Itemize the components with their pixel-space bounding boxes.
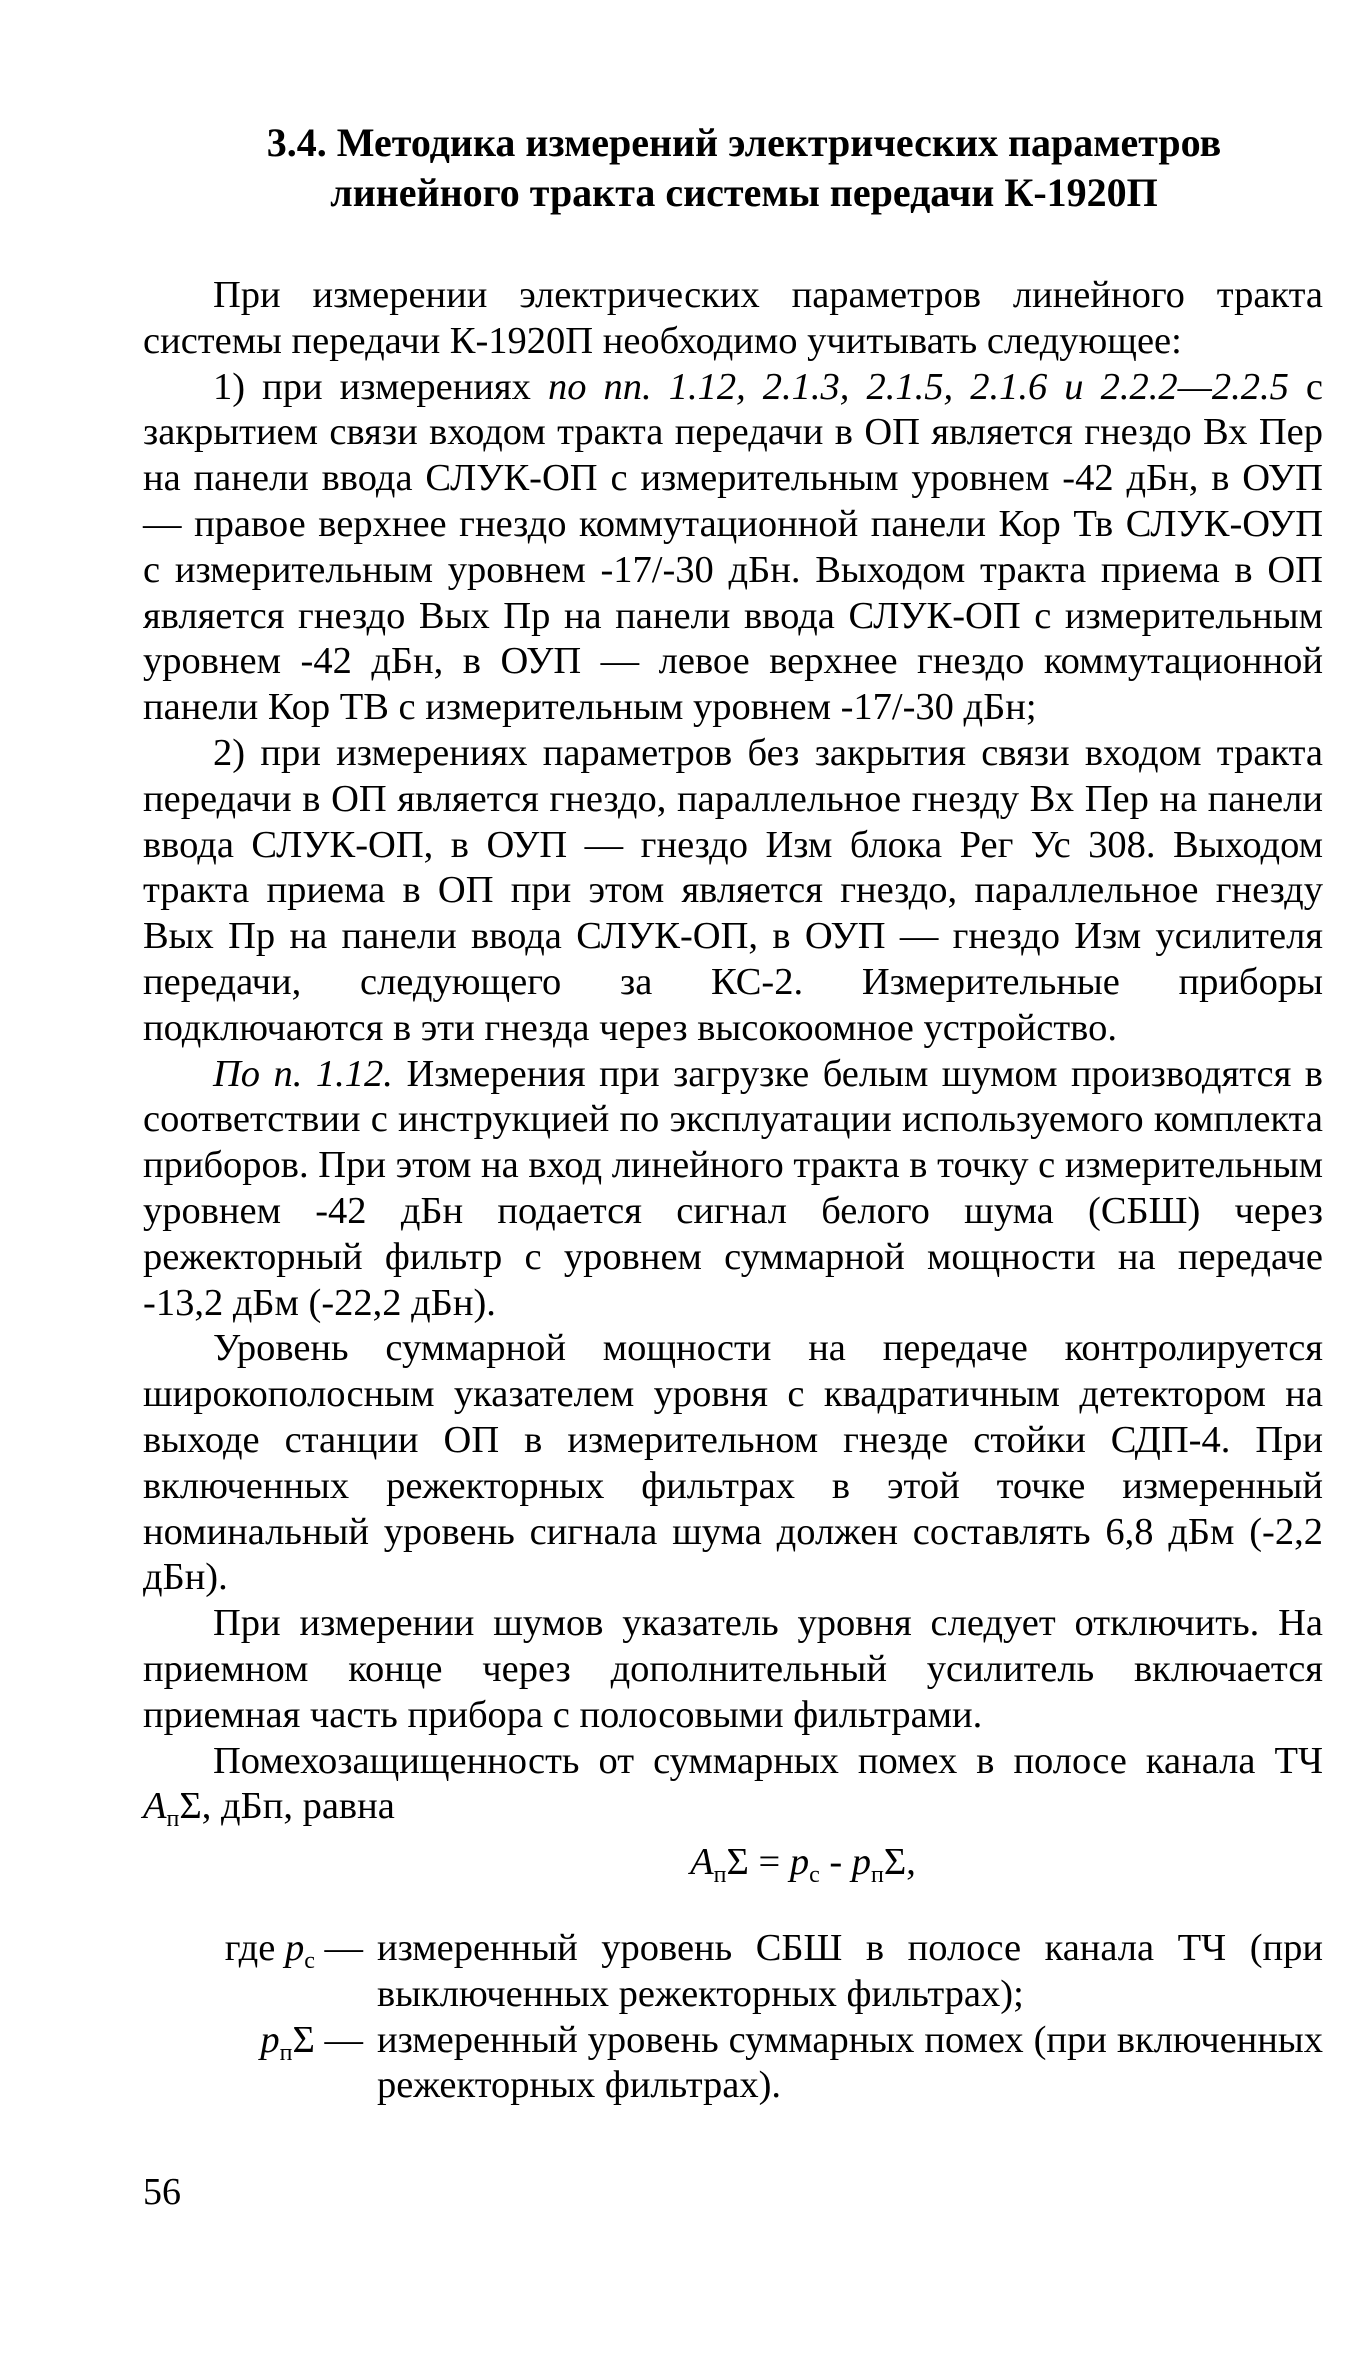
paragraph-noise-measurement: При измерении шумов указатель уровня следует отключить. На приемном конце через дополнительный усилитель включается приемная часть прибора с полосовыми фильтрами.	[143, 1602, 1323, 1736]
definition-term	[143, 1926, 377, 2018]
formula-p2-sub: п	[871, 1862, 884, 1889]
definition-prefix: где	[224, 1927, 285, 1970]
paragraph-immunity	[143, 1739, 1323, 1831]
paragraph-item-1	[143, 365, 1323, 731]
formula-a-sub: п	[713, 1862, 727, 1889]
clause-body: Измерения при загрузке белым шумом производятся в соответствии с инструкцией по эксплуатации используемого комплекта приборов. При этом на вход линейного тракта в точку с измерительным уровнем -42 дБн подается сигнал белого шума (СБШ) через режекторный фильтр с уровнем суммарной мощности на передаче -13,2 дБм (-22,2 дБн).	[143, 1052, 1323, 1324]
formula-a: A	[690, 1841, 714, 1884]
section-title-line-1: 3.4. Методика измерений электрических параметров	[266, 120, 1222, 165]
definition-text: измеренный уровень СБШ в полосе канала ТЧ (при выключенных режекторных фильтрах);	[377, 1927, 1323, 2015]
immunity-symbol-sub: п	[166, 1806, 180, 1833]
formula-p2: p	[851, 1841, 872, 1884]
immunity-symbol-a: A	[143, 1785, 167, 1828]
definition-row	[143, 1926, 1323, 2018]
item-1-references: по пп. 1.12, 2.1.3, 2.1.5, 2.1.6 и 2.2.2—2.2.5	[547, 365, 1289, 408]
definition-symbol: p	[260, 2018, 280, 2061]
formula-minus: -	[819, 1841, 852, 1884]
definition-symbol: p	[284, 1927, 305, 1970]
paragraph-power-level: Уровень суммарной мощности на передаче контролируется широкополосным указателем уровня с квадратичным детектором на выходе станции ОП в измерительном гнезде стойки СДП-4. При включенных режекторных фильтрах в этой точке измеренный номинальный уровень сигнала шума должен составлять 6,8 дБм (-2,2 дБн).	[143, 1327, 1323, 1599]
paragraph-intro: При измерении электрических параметров линейного тракта системы передачи К-1920П необходимо учитывать следующее:	[143, 274, 1323, 362]
definitions-list	[143, 1926, 1323, 2109]
paragraph-clause-1-12	[143, 1052, 1323, 1327]
section-title-line-2: линейного тракта системы передачи К-1920П	[330, 170, 1158, 215]
formula-sigma-eq: Σ =	[726, 1841, 790, 1884]
definition-dash: Σ —	[292, 2018, 363, 2061]
item-1-body: с закрытием связи входом тракта передачи в ОП является гнездо Вх Пер на панели ввода СЛУК-ОП с измерительным уровнем -42 дБн, в ОУП — правое верхнее гнездо коммутационной панели Кор Тв СЛУК-ОУП с измерительным уровнем -17/-30 дБн. Выходом тракта приема в ОП является гнездо Вых Пр на панели ввода СЛУК-ОП с измерительным уровнем -42 дБн, в ОУП — левое верхнее гнездо коммутационной панели Кор ТВ с измерительным уровнем -17/-30 дБн;	[143, 365, 1324, 729]
definition-symbol-sub: п	[279, 2039, 293, 2066]
definition-dash: —	[314, 1927, 363, 1970]
definition-term	[143, 2018, 377, 2110]
definition-text: измеренный уровень суммарных помех (при включенных режекторных фильтрах).	[377, 2018, 1323, 2107]
formula-sigma-end: Σ,	[883, 1841, 916, 1884]
page-number: 56	[143, 2171, 181, 2213]
immunity-symbol-sigma: Σ	[179, 1785, 202, 1828]
item-1-lead: 1) при измерениях	[213, 365, 548, 408]
definition-symbol-sub: с	[304, 1948, 315, 1975]
formula-p-sub: с	[809, 1862, 820, 1889]
formula-p: p	[789, 1841, 810, 1884]
paragraph-item-2: 2) при измерениях параметров без закрытия связи входом тракта передачи в ОП является гнездо, параллельное гнезду Вх Пер на панели ввода СЛУК-ОП, в ОУП — гнездо Изм блока Рег Ус 308. Выходом тракта приема в ОП при этом является гнездо, параллельное гнезду Вых Пр на панели ввода СЛУК-ОП, в ОУП — гнездо Изм усилителя передачи, следующего за КС-2. Измерительные приборы подключаются в эти гнезда через высокоомное устройство.	[143, 731, 1323, 1049]
formula	[283, 1838, 1323, 1889]
definition-row	[143, 2018, 1323, 2110]
section-title	[165, 118, 1323, 218]
text-column	[143, 118, 1323, 2109]
immunity-lead: Помехозащищенность от суммарных помех в полосе канала ТЧ	[213, 1739, 1323, 1782]
immunity-tail: , дБп, равна	[201, 1785, 395, 1828]
clause-reference: По п. 1.12.	[213, 1052, 393, 1095]
